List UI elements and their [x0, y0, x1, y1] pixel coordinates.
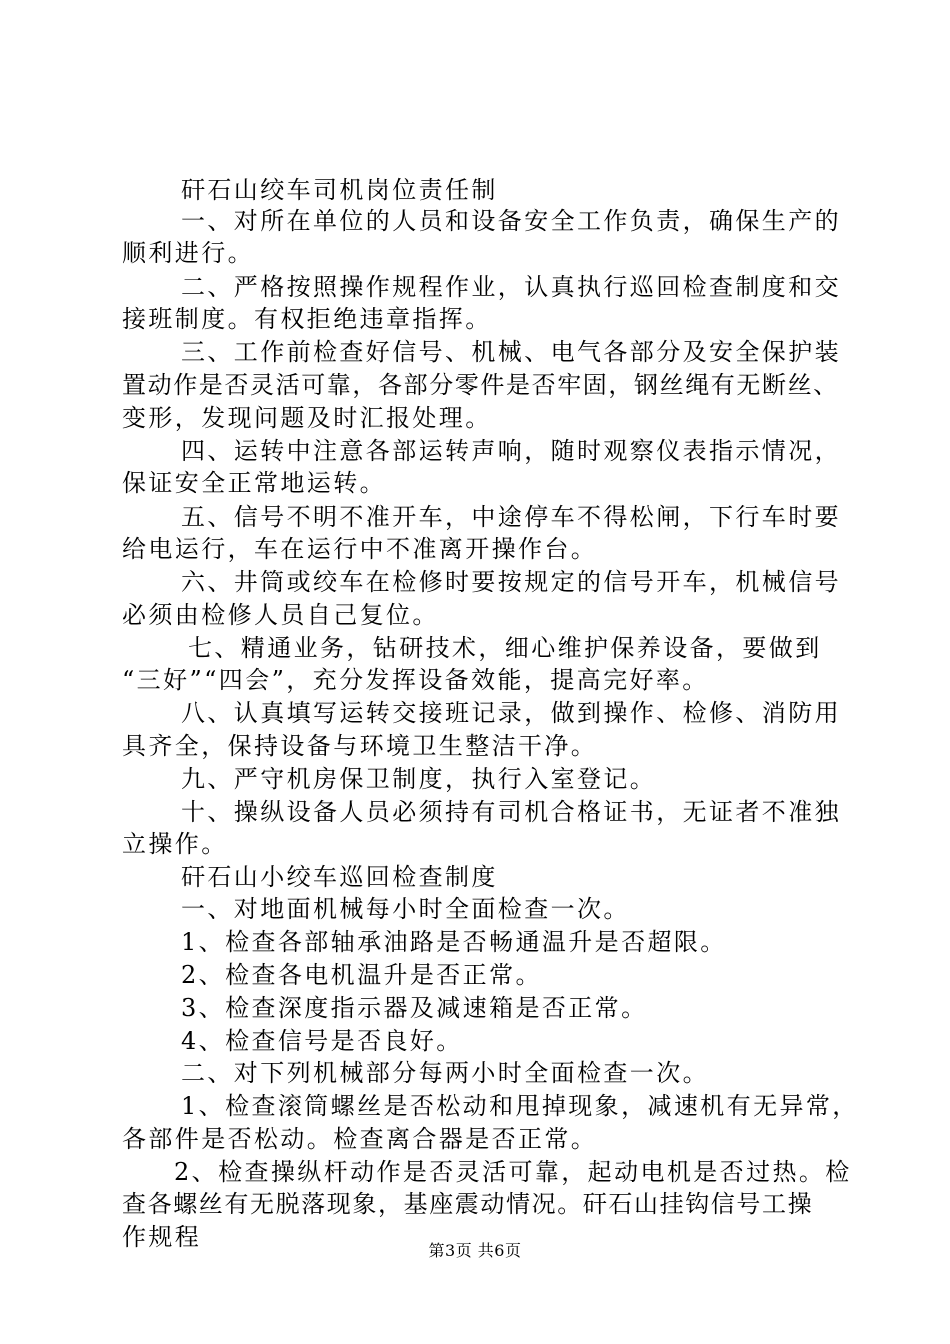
paragraph-line: 1、检查各部轴承油路是否畅通温升是否超限。: [181, 928, 727, 956]
heading-duty-system: 矸石山绞车司机岗位责任制: [181, 176, 498, 204]
paragraph-line: 七、精通业务，钻研技术，细心维护保养设备，要做到: [188, 634, 822, 662]
paragraph-line: 三、工作前检查好信号、机械、电气各部分及安全保护装: [181, 338, 841, 366]
paragraph-line: 作规程: [122, 1223, 202, 1251]
paragraph-line: 一、对所在单位的人员和设备安全工作负责，确保生产的: [181, 207, 841, 235]
paragraph-line: 3、检查深度指示器及减速箱是否正常。: [181, 994, 648, 1022]
paragraph-line: 一、对地面机械每小时全面检查一次。: [181, 895, 630, 923]
paragraph-line: 二、严格按照操作规程作业，认真执行巡回检查制度和交: [181, 273, 841, 301]
paragraph-line: 四、运转中注意各部运转声响，随时观察仪表指示情况，: [181, 437, 841, 465]
paragraph-line: 2、检查各电机温升是否正常。: [181, 961, 542, 989]
paragraph-line: 顺利进行。: [122, 239, 254, 267]
paragraph-line: 4、检查信号是否良好。: [181, 1027, 463, 1055]
paragraph-line: 1、检查滚筒螺丝是否松动和甩掉现象，减速机有无异常，: [181, 1092, 859, 1120]
paragraph-line: 二、对下列机械部分每两小时全面检查一次。: [181, 1059, 709, 1087]
paragraph-line: 必须由检修人员自己复位。: [122, 601, 439, 629]
paragraph-line: 各部件是否松动。检查离合器是否正常。: [122, 1125, 598, 1153]
paragraph-line: 五、信号不明不准开车，中途停车不得松闸，下行车时要: [181, 503, 841, 531]
page-footer: 第3页 共6页: [428, 1241, 522, 1260]
paragraph-line: “三好”“四会”，充分发挥设备效能，提高完好率。: [122, 666, 709, 694]
paragraph-line: 六、井筒或绞车在检修时要按规定的信号开车，机械信号: [181, 568, 841, 596]
paragraph-line: 保证安全正常地运转。: [122, 469, 386, 497]
paragraph-line: 给电运行，车在运行中不准离开操作台。: [122, 535, 598, 563]
paragraph-line: 置动作是否灵活可靠，各部分零件是否牢固，钢丝绳有无断丝、: [122, 371, 839, 399]
paragraph-line: 十、操纵设备人员必须持有司机合格证书，无证者不准独: [181, 798, 841, 826]
paragraph-line: 2、检查操纵杆动作是否灵活可靠，起动电机是否过热。检: [174, 1158, 852, 1186]
paragraph-line: 变形，发现问题及时汇报处理。: [122, 404, 492, 432]
paragraph-line: 具齐全，保持设备与环境卫生整洁干净。: [122, 732, 598, 760]
paragraph-line: 九、严守机房保卫制度，执行入室登记。: [181, 765, 657, 793]
paragraph-line: 接班制度。有权拒绝违章指挥。: [122, 305, 492, 333]
paragraph-line: 查各螺丝有无脱落现象，基座震动情况。矸石山挂钩信号工操: [122, 1190, 814, 1218]
paragraph-line: 八、认真填写运转交接班记录，做到操作、检修、消防用: [181, 699, 841, 727]
paragraph-line: 立操作。: [122, 830, 228, 858]
heading-inspection-system: 矸石山小绞车巡回检查制度: [181, 863, 498, 891]
